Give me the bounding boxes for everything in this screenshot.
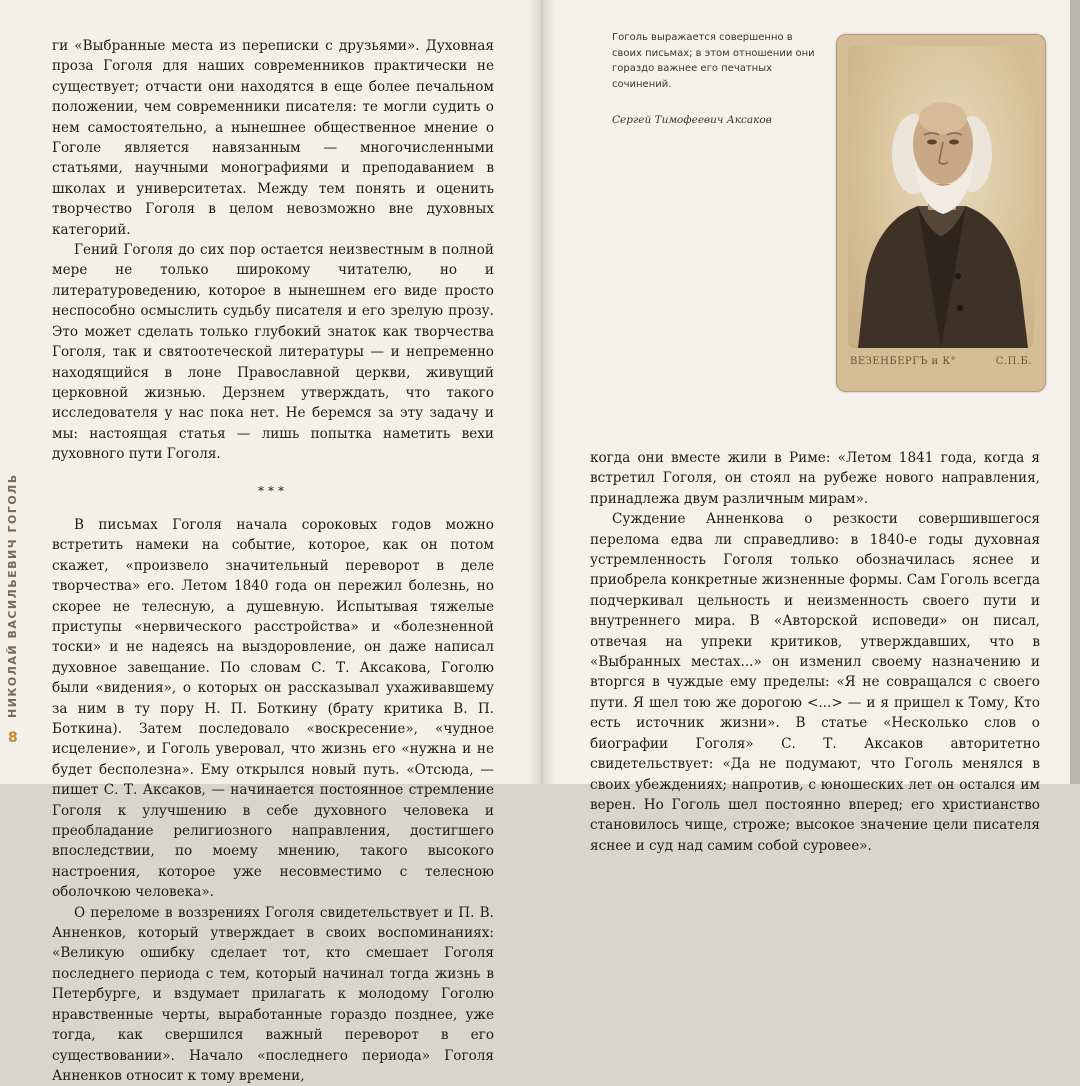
paragraph: В письмах Гоголя начала сороковых годов можно встретить намеки на событие, которое, как он потом скажет, «произвело значительный переворот в деле творчества» его. Летом 1840 года он пережил болезнь, но скорее не телесную, а душевную. Испытывая тяжелые приступы «нервического расстройства» и «болезненной тоски» и не надеясь на выздоровление, он даже написал духовное завещание. По словам С. Т. Аксакова, Гоголю были «видения», о которых он рассказывал ухаживавшему за ним в ту пору Н. П. Боткину (брату критика В. П. Боткина). Затем последовало «воскресение», «чудное исцеление», и Гоголь уверовал, что жизнь его «нужна и не будет бесполезна». Ему открылся новый путь. «Отсюда, — пишет С. Т. Аксаков, — начинается постоянное стремление Гоголя к улучшению в себе духовного человека и преобладание религиозного направления, достигшего впоследствии, по моему мнению, такого высокого настроения, которое уже несовместимо с телесною оболочкою человека». — [52, 516, 494, 901]
running-head: НИКОЛАЙ ВАСИЛЬЕВИЧ ГОГОЛЬ — [6, 473, 19, 718]
epigraph-author: Сергей Тимофеевич Аксаков — [612, 114, 772, 126]
photo-studio-mark — [850, 356, 1032, 367]
epigraph — [612, 30, 822, 126]
portrait-photo-card — [836, 34, 1046, 392]
studio-city: С.П.Б. — [995, 356, 1032, 367]
portrait-photo — [848, 46, 1034, 348]
right-page-text — [590, 448, 1040, 856]
left-page-text — [52, 36, 494, 1086]
paragraph: Суждение Анненкова о резкости совершившегося перелома едва ли справедливо: в 1840-е годы духовная устремленность Гоголя только обозначилась яснее и приобрела конкретные жизненные формы. Сам Гоголь всегда подчеркивал цельность и неизменность своего пути и внутреннего мира. В «Авторской исповеди» он писал, отвечая на упреки критиков, утверждавших, что в «Выбранных местах...» он изменил своему назначению и вторгся в чуждые ему пределы: «Я не совращался с своего пути. Я шел тою же дорогою <...> — и я пришел к Тому, Кто есть источник жизни». В статье «Несколько слов о биографии Гоголя» С. Т. Аксаков авторитетно свидетельствует: «Да не подумают, что Гоголь менялся в своих убеждениях; напротив, с юношеских лет он остался им верен. Но Гоголь шел постоянно вперед; его христианство становилось чище, строже; высокое значение цели писателя яснее и суд над самим собой суровее». — [590, 511, 1040, 854]
book-gutter — [528, 0, 556, 784]
page-edge — [1070, 0, 1080, 784]
portrait-illustration — [848, 46, 1034, 348]
paragraph: Гений Гоголя до сих пор остается неизвестным в полной мере не только широкому читателю, но и литературоведению, которое в нынешнем его виде просто неспособно осмыслить судьбу писателя и его зрелую прозу. Это может сделать только глубокий знаток как творчества Гоголя, так и святоотеческой литературы — и непременно находящийся в лоне Православной церкви, живущий церковной жизнью. Дерзнем утверждать, что такого исследователя у нас пока нет. Не беремся за эту задачу и мы: настоящая статья — лишь попытка наметить вехи духовного пути Гоголя. — [52, 242, 494, 463]
paragraph: ги «Выбранные места из переписки с друзьями». Духовная проза Гоголя для наших современников практически не существует; отчасти они находятся в еще более печальном положении, чем современники писателя: те могли судить о нем самостоятельно, а нынешнее общественное мнение о Гоголе является навязанным — многочисленными статьями, научными монографиями и преподаванием в школах и университетах. Между тем понять и оценить творчество Гоголя в целом невозможно вне духовных категорий. — [52, 38, 494, 238]
section-separator: *** — [258, 483, 288, 498]
paragraph: О переломе в воззрениях Гоголя свидетельствует и П. В. Анненков, который утверждает в своих воспоминаниях: «Великую ошибку сделает тот, кто смешает Гоголя последнего периода с тем, который начинал тогда жизнь в Петербурге, и вздумает прилагать к молодому Гоголю нравственные черты, выработанные гораздо позднее, уже тогда, как свершился важный переворот в его существовании». Начало «последнего периода» Гоголя Анненков относит к тому времени, — [52, 904, 494, 1084]
epigraph-text: Гоголь выражается совершенно в своих письмах; в этом отношении они гораздо важнее его печатных сочинений. — [612, 32, 815, 90]
studio-name: ВЕЗЕНБЕРГЪ и К° — [850, 356, 957, 367]
paragraph: когда они вместе жили в Риме: «Летом 1841 года, когда я встретил Гоголя, он стоял на рубеже нового направления, принадлежа двум различным мирам». — [590, 450, 1040, 507]
page-number: 8 — [8, 730, 18, 746]
